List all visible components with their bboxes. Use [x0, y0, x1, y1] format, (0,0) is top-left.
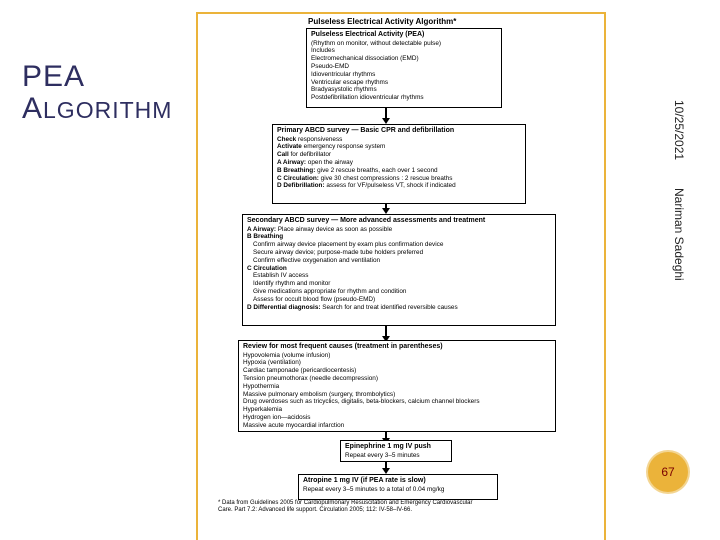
line-label: Call: [277, 151, 289, 159]
box-line: [247, 296, 551, 304]
box-line: Hypovolemia (volume infusion): [243, 351, 331, 359]
box-line: [247, 249, 551, 257]
line-text: Give medications appropriate for rhythm and condition: [253, 287, 407, 295]
footnote-line: * Data from Guidelines 2005 for Cardiopulmonary Resuscitation and Emergency Cardiovascular: [218, 500, 473, 506]
box-line: Repeat every 3–5 minutes: [345, 451, 420, 459]
box-line: (Rhythm on monitor, without detectable pulse): [311, 39, 442, 47]
box-heading: Atropine 1 mg IV (if PEA rate is slow): [303, 477, 426, 484]
box-heading: Review for most frequent causes (treatment in parentheses): [243, 343, 443, 350]
box-line: Bradyasystolic rhythms: [311, 86, 377, 94]
line-label: D Differential diagnosis:: [247, 303, 321, 311]
box-line: [277, 175, 521, 183]
box-heading: Primary ABCD survey — Basic CPR and defibrillation: [277, 127, 455, 134]
box-lines: [345, 452, 447, 460]
line-text: Assess for occult blood flow (pseudo-EMD): [253, 295, 376, 303]
box-lines: [277, 136, 521, 191]
footnote-line: Care. Part 7.2: Advanced life support. Circulation 2005; 112: IV-58–IV-66.: [218, 507, 413, 514]
line-text: assess for VF/pulseless VT, shock if indicated: [324, 182, 456, 190]
date-text: 10/25/2021: [672, 100, 686, 161]
line-text: for defibrillator: [288, 151, 332, 159]
atropine-box: [298, 474, 498, 500]
line-text: Place airway device as soon as possible: [276, 225, 393, 233]
box-line: Cardiac tamponade (pericardiocentesis): [243, 367, 357, 375]
frequent-causes-box: [238, 340, 556, 432]
box-heading: Pulseless Electrical Activity (PEA): [311, 31, 425, 38]
line-label: C Circulation:: [277, 174, 319, 182]
line-text: Secure airway device; purpose-made tube holders preferred: [253, 248, 424, 256]
line-text: Identify rhythm and monitor: [253, 280, 331, 288]
box-line: [277, 143, 521, 151]
box-line: [247, 280, 551, 288]
box-line: [277, 182, 521, 190]
slide-title: [22, 62, 172, 124]
box-line: Hypothermia: [243, 382, 280, 390]
line-text: give 30 chest compressions : 2 rescue breaths: [318, 174, 453, 182]
line-text: Establish IV access: [253, 272, 309, 280]
box-line: [247, 265, 551, 273]
slide-author: [668, 188, 688, 298]
figure-title: Pulseless Electrical Activity Algorithm*: [308, 17, 457, 26]
box-lines: [311, 40, 497, 102]
line-label: B Breathing:: [277, 166, 316, 174]
box-line: [247, 288, 551, 296]
page-number-badge: 67: [648, 452, 688, 492]
box-line: [247, 233, 551, 241]
line-label: C Circulation: [247, 264, 287, 272]
title-line-1: PEA: [22, 60, 86, 93]
box-lines: [247, 226, 551, 312]
line-label: A Airway:: [247, 225, 277, 233]
algorithm-figure: [196, 12, 606, 540]
box-lines: [303, 486, 493, 494]
author-text: Nariman Sadeghi: [672, 188, 686, 281]
line-text: responsiveness: [296, 135, 343, 143]
line-text: Confirm effective oxygenation and ventilation: [253, 256, 381, 264]
box-line: Hypoxia (ventilation): [243, 359, 301, 367]
primary-survey-box: [272, 124, 526, 204]
box-line: Hydrogen ion—acidosis: [243, 413, 311, 421]
box-line: Pseudo-EMD: [311, 62, 350, 70]
line-label: D Defibrillation:: [277, 182, 325, 190]
box-line: [247, 226, 551, 234]
line-text: give 2 rescue breaths, each over 1 second: [315, 166, 438, 174]
box-line: [247, 304, 551, 312]
box-heading: Epinephrine 1 mg IV push: [345, 443, 431, 450]
line-label: Check: [277, 135, 297, 143]
line-text: Search for and treat identified reversible causes: [320, 303, 458, 311]
line-label: Activate: [277, 143, 302, 151]
box-line: [247, 241, 551, 249]
box-line: Hyperkalemia: [243, 406, 283, 414]
secondary-survey-box: [242, 214, 556, 326]
box-line: Repeat every 3–5 minutes to a total of 0.04 mg/kg: [303, 485, 445, 493]
line-text: open the airway: [306, 158, 353, 166]
box-heading: Secondary ABCD survey — More advanced assessments and treatment: [247, 217, 486, 224]
line-label: B Breathing: [247, 233, 284, 241]
box-line: [277, 136, 521, 144]
line-text: Confirm airway device placement by exam plus confirmation device: [253, 241, 444, 249]
box-line: Massive pulmonary embolism (surgery, thrombolytics): [243, 390, 396, 398]
line-label: A Airway:: [277, 158, 307, 166]
box-line: [277, 151, 521, 159]
box-line: Postdefibrillation idioventricular rhythms: [311, 94, 424, 102]
title-line-2-rest: LGORITHM: [43, 97, 173, 123]
box-line: Tension pneumothorax (needle decompression): [243, 374, 378, 382]
box-line: Massive acute myocardial infarction: [243, 421, 345, 429]
box-line: Electromechanical dissociation (EMD): [311, 55, 419, 63]
box-line: Idioventricular rhythms: [311, 70, 376, 78]
box-lines: [243, 352, 551, 430]
title-line-2: [22, 94, 172, 124]
pea-definition-box: [306, 28, 502, 108]
line-text: emergency response system: [301, 143, 386, 151]
box-line: Includes: [311, 47, 335, 55]
box-line: Ventricular escape rhythms: [311, 78, 389, 86]
box-line: [247, 272, 551, 280]
box-line: Drug overdoses such as tricyclics, digitalis, beta-blockers, calcium channel blockers: [243, 398, 480, 406]
box-line: [277, 159, 521, 167]
epinephrine-box: [340, 440, 452, 462]
title-line-2-initial: A: [22, 92, 44, 125]
figure-footnote: [218, 500, 472, 515]
box-line: [277, 167, 521, 175]
box-line: [247, 257, 551, 265]
